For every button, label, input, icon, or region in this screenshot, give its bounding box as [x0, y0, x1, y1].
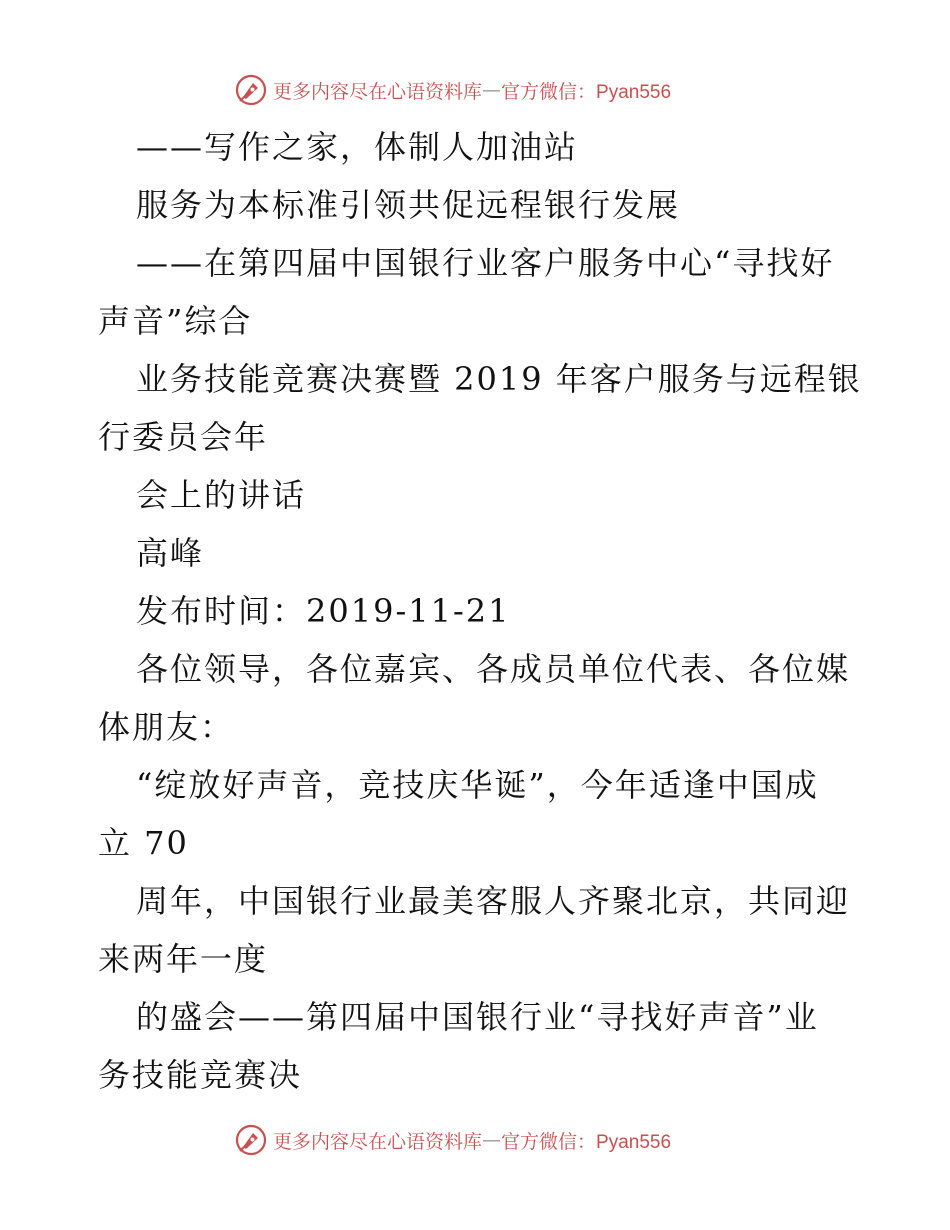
paragraph-line: 立 70 — [98, 824, 189, 862]
document-subtitle: ——在第四届中国银行业客户服务中心“寻找好 — [136, 244, 835, 282]
watermark-separator: — — [482, 1129, 502, 1151]
pen-nib-logo-icon — [234, 1123, 268, 1157]
document-subtitle-continued: 声音”综合 — [98, 302, 253, 340]
watermark-separator: — — [482, 79, 502, 101]
pen-nib-logo-icon — [234, 73, 268, 107]
watermark-account: 官方微信：Pyan556 — [501, 1131, 672, 1153]
text-line: ——写作之家，体制人加油站 — [136, 128, 579, 166]
document-title: 服务为本标准引领共促远程银行发展 — [136, 186, 681, 224]
watermark-footer — [234, 1123, 671, 1157]
watermark-header — [234, 73, 671, 107]
text-line: 会上的讲话 — [136, 476, 307, 514]
paragraph-line: 来两年一度 — [98, 940, 269, 978]
paragraph-line: 周年，中国银行业最美客服人齐聚北京，共同迎 — [136, 882, 851, 920]
salutation: 各位领导，各位嘉宾、各成员单位代表、各位媒 — [136, 650, 851, 688]
publish-date: 发布时间：2019-11-21 — [136, 592, 511, 630]
text-line: 行委员会年 — [98, 418, 269, 456]
document-body — [98, 118, 862, 1104]
watermark-text: 更多内容尽在心语资料库 — [273, 1130, 483, 1153]
paragraph-line: 的盛会——第四届中国银行业“寻找好声音”业 — [136, 998, 819, 1036]
paragraph-line: 务技能竞赛决 — [98, 1056, 303, 1094]
paragraph-line: “绽放好声音，竞技庆华诞”，今年适逢中国成 — [136, 766, 819, 804]
salutation-continued: 体朋友： — [98, 708, 235, 746]
author-name: 高峰 — [136, 534, 205, 572]
watermark-text: 更多内容尽在心语资料库 — [273, 80, 483, 103]
watermark-account: 官方微信：Pyan556 — [501, 81, 672, 103]
text-line: 业务技能竞赛决赛暨 2019 年客户服务与远程银 — [136, 360, 862, 398]
